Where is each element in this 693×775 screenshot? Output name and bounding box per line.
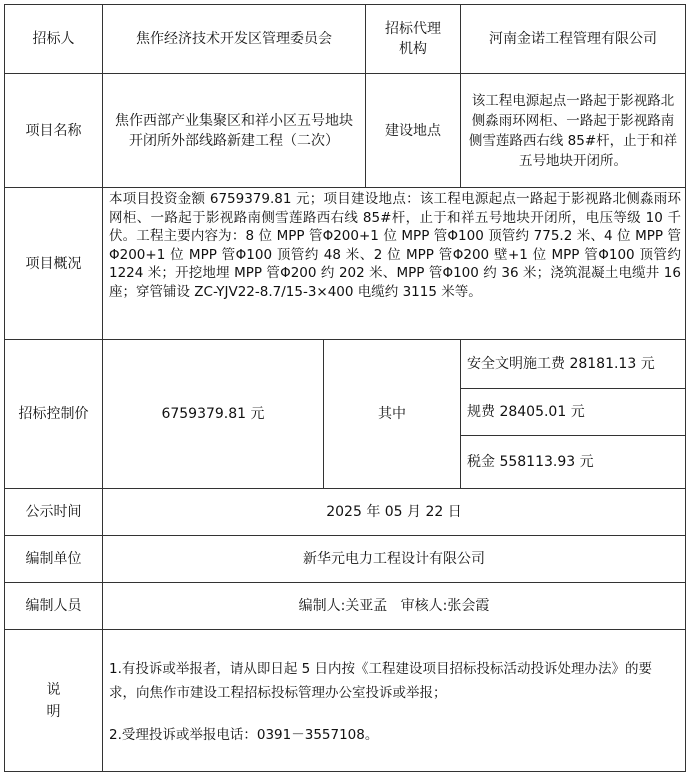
tenderer-label: 招标人 <box>32 31 75 47</box>
control-price-value: 6759379.81 元 <box>161 406 265 422</box>
tax-fee: 税金 558113.93 元 <box>467 454 594 470</box>
project-name-label: 项目名称 <box>25 122 82 139</box>
compiling-unit-value: 新华元电力工程设计有限公司 <box>303 551 485 567</box>
notes-label <box>5 630 102 771</box>
agent-value: 河南金诺工程管理有限公司 <box>489 31 657 47</box>
overview-text: 本项目投资金额 6759379.81 元；项目建设地点：该工程电源起点一路起于影视路北侧淼雨环网柜、一路起于影视路南侧雪莲路西右线 85#杆，止于和祥五号地块开闭所，电压等级 10 千伏。工程主要内容为：8 位 MPP 管Φ200+1 位 MPP 管Φ100 顶管约 775.2 米、4 位 MPP 管Φ200+1 位 MPP 管Φ100 顶管约 48 米、2 位 MPP 管Φ200 壁+1 位 MPP 管Φ100 顶管约 1224 米；开挖地埋 MPP 管Φ200 约 202 米、MPP 管Φ100 约 36 米；浇筑混凝土电缆井 16 座；穿管铺设 ZC-YJV22-8.7/15-3×400 电缆约 3115 米等。 <box>109 191 681 300</box>
publicity-time-label: 公示时间 <box>25 504 82 520</box>
col-divider <box>460 339 461 488</box>
notes-item-2: 2.受理投诉或举报电话：0391－3557108。 <box>109 727 379 743</box>
agent-label: 招标代理机构 <box>385 21 441 57</box>
regulatory-fee: 规费 28405.01 元 <box>467 404 585 420</box>
row-divider <box>5 629 685 630</box>
control-price-label: 招标控制价 <box>18 406 89 422</box>
notes-item-1: 1.有投诉或举报者，请从即日起 5 日内按《工程建设项目招标投标活动投诉处理办法》的要求，向焦作市建设工程招标投标管理办公室投诉或举报； <box>109 661 653 701</box>
compiling-staff-value: 编制人:关亚孟 审核人:张会霞 <box>298 598 490 614</box>
notes-label-char-1: 说 <box>46 681 61 698</box>
notes-label-char-2: 明 <box>46 703 61 720</box>
compiling-staff-label: 编制人员 <box>25 598 82 614</box>
tenderer-value: 焦作经济技术开发区管理委员会 <box>136 31 332 47</box>
compiling-unit-label: 编制单位 <box>25 551 82 567</box>
publicity-time-value: 2025 年 05 月 22 日 <box>326 504 462 520</box>
overview-label: 项目概况 <box>25 255 82 272</box>
location-label: 建设地点 <box>385 122 441 139</box>
safety-fee: 安全文明施工费 28181.13 元 <box>467 356 655 372</box>
row-divider <box>5 187 685 188</box>
among-label: 其中 <box>378 406 406 422</box>
project-name-value: 焦作西部产业集聚区和祥小区五号地块开闭所外部线路新建工程（二次） <box>115 112 353 149</box>
tender-info-table <box>4 4 686 772</box>
location-value: 该工程电源起点一路起于影视路北侧淼雨环网柜、一路起于影视路南侧雪莲路西右线 85#杆，止于和祥五号地块开闭所。 <box>468 92 678 169</box>
